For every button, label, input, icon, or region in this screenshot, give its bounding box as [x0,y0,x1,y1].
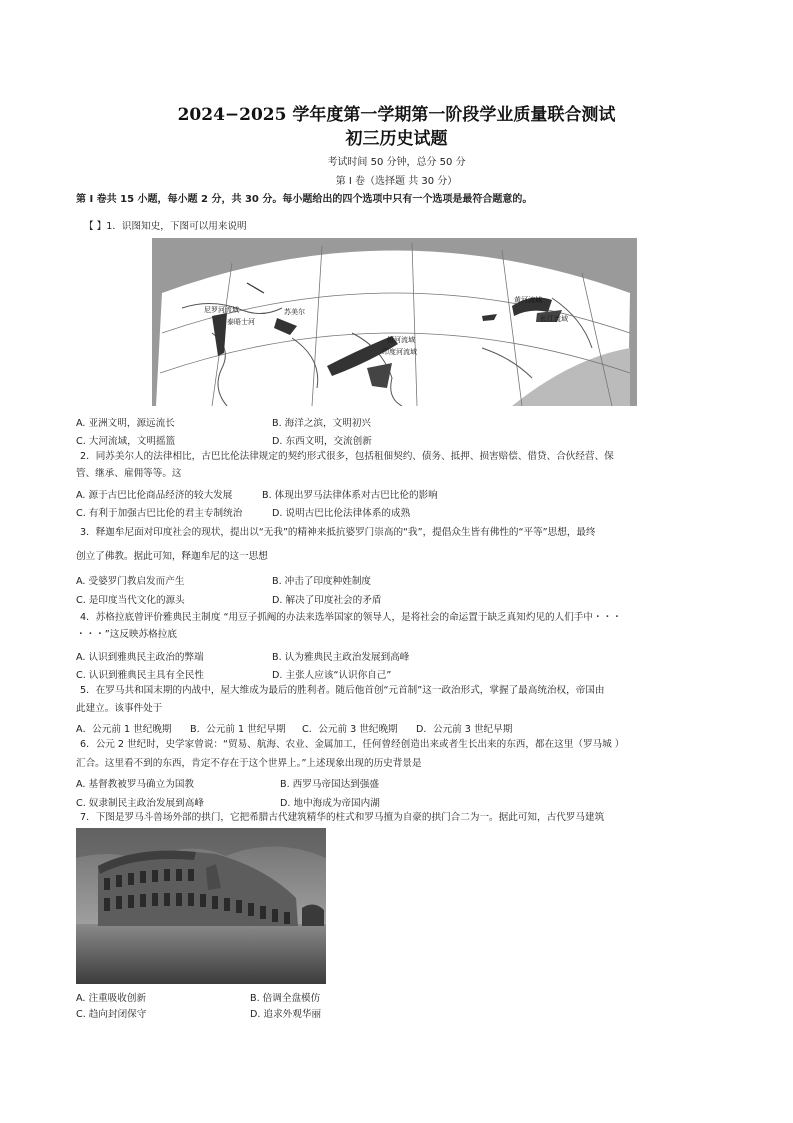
q1-option-d[interactable]: D. 东西文明，交流创新 [272,436,372,447]
q1-option-a[interactable]: A. 亚洲文明，源远流长 [76,418,175,429]
q2-option-b[interactable]: B. 体现出罗马法律体系对古巴比伦的影响 [262,490,438,501]
map-label-ganges: 恒河流域 [387,336,415,344]
q5-option-c[interactable]: C．公元前 3 世纪晚期 [302,724,398,735]
q2-option-a[interactable]: A. 源于古巴比伦商品经济的较大发展 [76,490,233,501]
q5-option-d[interactable]: D．公元前 3 世纪早期 [416,724,513,735]
exam-subtitle: 初三历史试题 [345,129,448,149]
q6-stem-line1: 6．公元 2 世纪时，史学家曾说：“贸易、航海、农业、金属加工，任何曾经创造出来或者生长出来的东西，都在这里（罗马城 ） [80,739,625,750]
q1-option-b[interactable]: B. 海洋之滨，文明初兴 [272,418,372,429]
q3-stem-line1: 3．释迦牟尼面对印度社会的现状，提出以“无我”的精神来抵抗婆罗门崇高的“我”，提倡众生皆有佛性的“平等”思想，最终 [80,527,596,538]
photo-ground [76,924,326,984]
q3-option-d[interactable]: D. 解决了印度社会的矛盾 [272,595,382,606]
section-heading: 第 I 卷（选择题 共 30 分） [335,176,458,187]
q7-option-a[interactable]: A. 注重吸收创新 [76,993,147,1004]
q1-option-c[interactable]: C. 大河流域，文明摇篮 [76,436,176,447]
colosseum-photo [76,828,326,984]
q5-option-b[interactable]: B．公元前 1 世纪早期 [190,724,286,735]
q2-option-c[interactable]: C. 有利于加强古巴比伦的君主专制统治 [76,508,243,519]
q4-stem-line2: ・・・”这反映苏格拉底 [76,629,177,640]
map-label-yellow: 黄河流域 [514,296,542,304]
exam-title: 2024−2025 学年度第一学期第一阶段学业质量联合测试 [177,105,616,125]
instructions: 第 I 卷共 15 小题，每小题 2 分，共 30 分。每小题给出的四个选项中只有一个选项是最符合题意的。 [76,194,533,205]
q5-option-a[interactable]: A．公元前 1 世纪晚期 [76,724,172,735]
q3-option-c[interactable]: C. 是印度当代文化的源头 [76,595,185,606]
map-label-nile: 尼罗河流域 [204,306,239,314]
q1-stem: 【 】1．识图知史，下图可以用来说明 [84,221,247,232]
q6-option-c[interactable]: C. 奴隶制民主政治发展到高峰 [76,798,204,809]
q7-stem: 7．下图是罗马斗兽场外部的拱门，它把希腊古代建筑精华的柱式和罗马擅为自豪的拱门合二为一。据此可知，古代罗马建筑 [80,812,605,823]
map-label-thames: 泰晤士河 [227,318,255,326]
q3-option-a[interactable]: A. 受婆罗门教启发而产生 [76,576,185,587]
q4-option-d[interactable]: D. 主张人应该“认识你自己” [272,670,392,681]
q7-option-c[interactable]: C. 趋向封闭保守 [76,1009,147,1020]
q2-option-d[interactable]: D. 说明古巴比伦法律体系的成熟 [272,508,411,519]
q4-option-c[interactable]: C. 认识到雅典民主具有全民性 [76,670,204,681]
q7-option-b[interactable]: B. 倍调全盘模仿 [250,993,321,1004]
q3-stem-line2: 创立了佛教。据此可知，释迦牟尼的这一思想 [76,551,268,562]
map-label-indus: 印度河流域 [382,348,417,356]
q6-option-b[interactable]: B. 西罗马帝国达到强盛 [280,779,380,790]
map-label-yangtze: 长江流域 [540,315,568,323]
q5-stem-line2: 此建立。该事件处于 [76,703,163,714]
q5-stem-line1: 5．在罗马共和国末期的内战中，屋大维成为最后的胜利者。随后他首创“元首制”这一政治形式，掌握了最高统治权，帝国由 [80,685,605,696]
q6-option-a[interactable]: A. 基督教被罗马确立为国教 [76,779,195,790]
q2-stem-line2: 管、继承、雇佣等等。这 [76,468,182,479]
q2-stem-line1: 2．同苏美尔人的法律相比，古巴比伦法律规定的契约形式很多，包括租佃契约、债务、抵押、损害赔偿、借贷、合伙经营、保 [80,451,614,462]
exam-info: 考试时间 50 分钟，总分 50 分 [327,157,466,168]
q6-option-d[interactable]: D. 地中海成为帝国内湖 [280,798,380,809]
q4-option-a[interactable]: A. 认识到雅典民主政治的弊端 [76,652,204,663]
civilization-map [152,238,637,406]
q4-stem-line1: 4．苏格拉底曾评价雅典民主制度 “用豆子抓阄的办法来选举国家的领导人，是将社会的命运置于缺乏真知灼见的人们手中・・・ [80,612,622,623]
map-label-sumer: 苏美尔 [284,308,305,316]
photo-trees [302,904,324,926]
q3-option-b[interactable]: B. 冲击了印度种姓制度 [272,576,372,587]
q7-option-d[interactable]: D. 追求外观华丽 [250,1009,322,1020]
q4-option-b[interactable]: B. 认为雅典民主政治发展到高峰 [272,652,410,663]
q6-stem-line2: 汇合。这里看不到的东西，肯定不存在于这个世界上。”上述现象出现的历史背景是 [76,758,422,769]
